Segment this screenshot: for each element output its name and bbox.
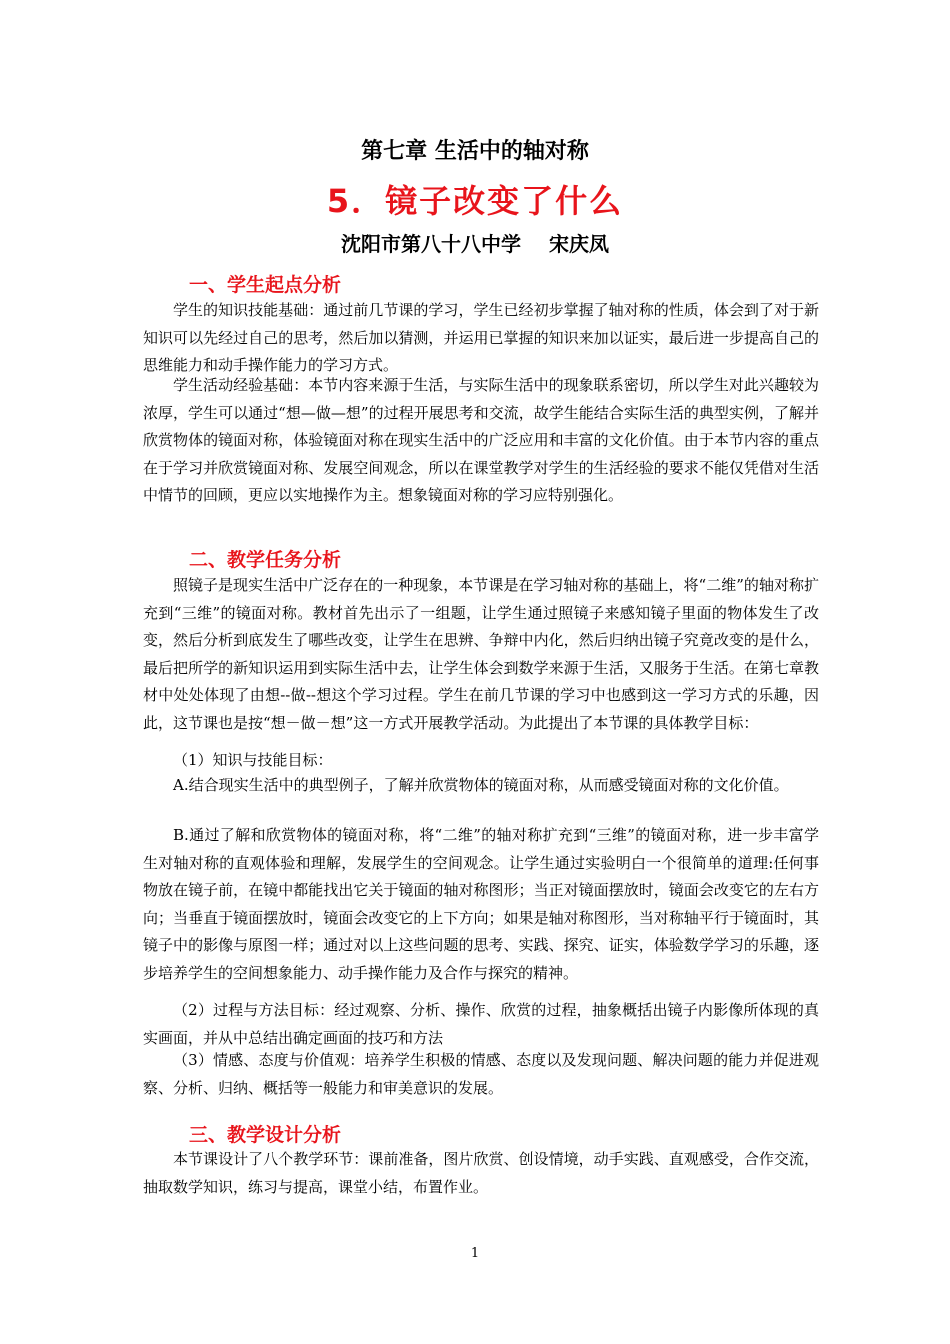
paragraph: 照镜子是现实生活中广泛存在的一种现象，本节课是在学习轴对称的基础上，将“二维”的轴对称扩充到“三维”的镜面对称。教材首先出示了一组题，让学生通过照镜子来感知镜子里面的物体发生了改变，然后分析到底发生了哪些改变，让学生在思辨、争辩中内化，然后归纳出镜子究竟改变的是什么，最后把所学的新知识运用到实际生活中去，让学生体会到数学来源于生活，又服务于生活。在第七章教材中处处体现了由想--做--想这个学习过程。学生在前几节课的学习中也感到这一学习方式的乐趣，因此，这节课也是按“想－做－想”这一方式开展教学活动。为此提出了本节课的具体教学目标： [143,576,819,732]
paragraph: A.结合现实生活中的典型例子，了解并欣赏物体的镜面对称，从而感受镜面对称的文化价值。 [173,776,789,794]
page-number: 1 [470,1246,480,1261]
author-line [0,228,950,257]
section-heading-2: 二、教学任务分析 [189,549,342,571]
paragraph: 学生活动经验基础：本节内容来源于生活，与实际生活中的现象联系密切，所以学生对此兴趣较为浓厚，学生可以通过“想—做—想”的过程开展思考和交流，故学生能结合实际生活的典型实例，了解并欣赏物体的镜面对称，体验镜面对称在现实生活中的广泛应用和丰富的文化价值。由于本节内容的重点在于学习并欣赏镜面对称、发展空间观念，所以在课堂教学对学生的生活经验的要求不能仅凭借对生活中情节的回顾，更应以实地操作为主。想象镜面对称的学习应特别强化。 [143,376,819,504]
lesson-title: 5．镜子改变了什么 [326,182,624,220]
chapter-title: 第七章 生活中的轴对称 [361,139,589,164]
author-name: 宋庆凤 [549,232,609,256]
school-name: 沈阳市第八十八中学 [341,232,521,256]
paragraph: B.通过了解和欣赏物体的镜面对称，将“二维”的轴对称扩充到“三维”的镜面对称，进一步丰富学生对轴对称的直观体验和理解，发展学生的空间观念。让学生通过实验明白一个很简单的道理:任何事物放在镜子前，在镜中都能找出它关于镜面的轴对称图形；当正对镜面摆放时，镜面会改变它的左右方向；当垂直于镜面摆放时，镜面会改变它的上下方向；如果是轴对称图形，当对称轴平行于镜面时，其镜子中的影像与原图一样；通过对以上这些问题的思考、实践、探究、证实，体验数学学习的乐趣，逐步培养学生的空间想象能力、动手操作能力及合作与探究的精神。 [143,826,819,982]
paragraph: 学生的知识技能基础：通过前几节课的学习，学生已经初步掌握了轴对称的性质，体会到了对于新知识可以先经过自己的思考，然后加以猜测，并运用已掌握的知识来加以证实，最后进一步提高自己的思维能力和动手操作能力的学习方式。 [143,301,819,374]
paragraph: 本节课设计了八个教学环节：课前准备，图片欣赏、创设情境，动手实践、直观感受，合作交流，抽取数学知识，练习与提高，课堂小结，布置作业。 [143,1150,819,1196]
paragraph: （2）过程与方法目标：经过观察、分析、操作、欣赏的过程，抽象概括出镜子内影像所体现的真实画面，并从中总结出确定画面的技巧和方法 [143,1001,819,1047]
paragraph: （3）情感、态度与价值观：培养学生积极的情感、态度以及发现问题、解决问题的能力并促进观察、分析、归纳、概括等一般能力和审美意识的发展。 [143,1051,819,1097]
section-heading-3: 三、教学设计分析 [189,1124,342,1146]
section-heading-1: 一、学生起点分析 [189,274,342,296]
paragraph: （1）知识与技能目标： [173,751,333,769]
